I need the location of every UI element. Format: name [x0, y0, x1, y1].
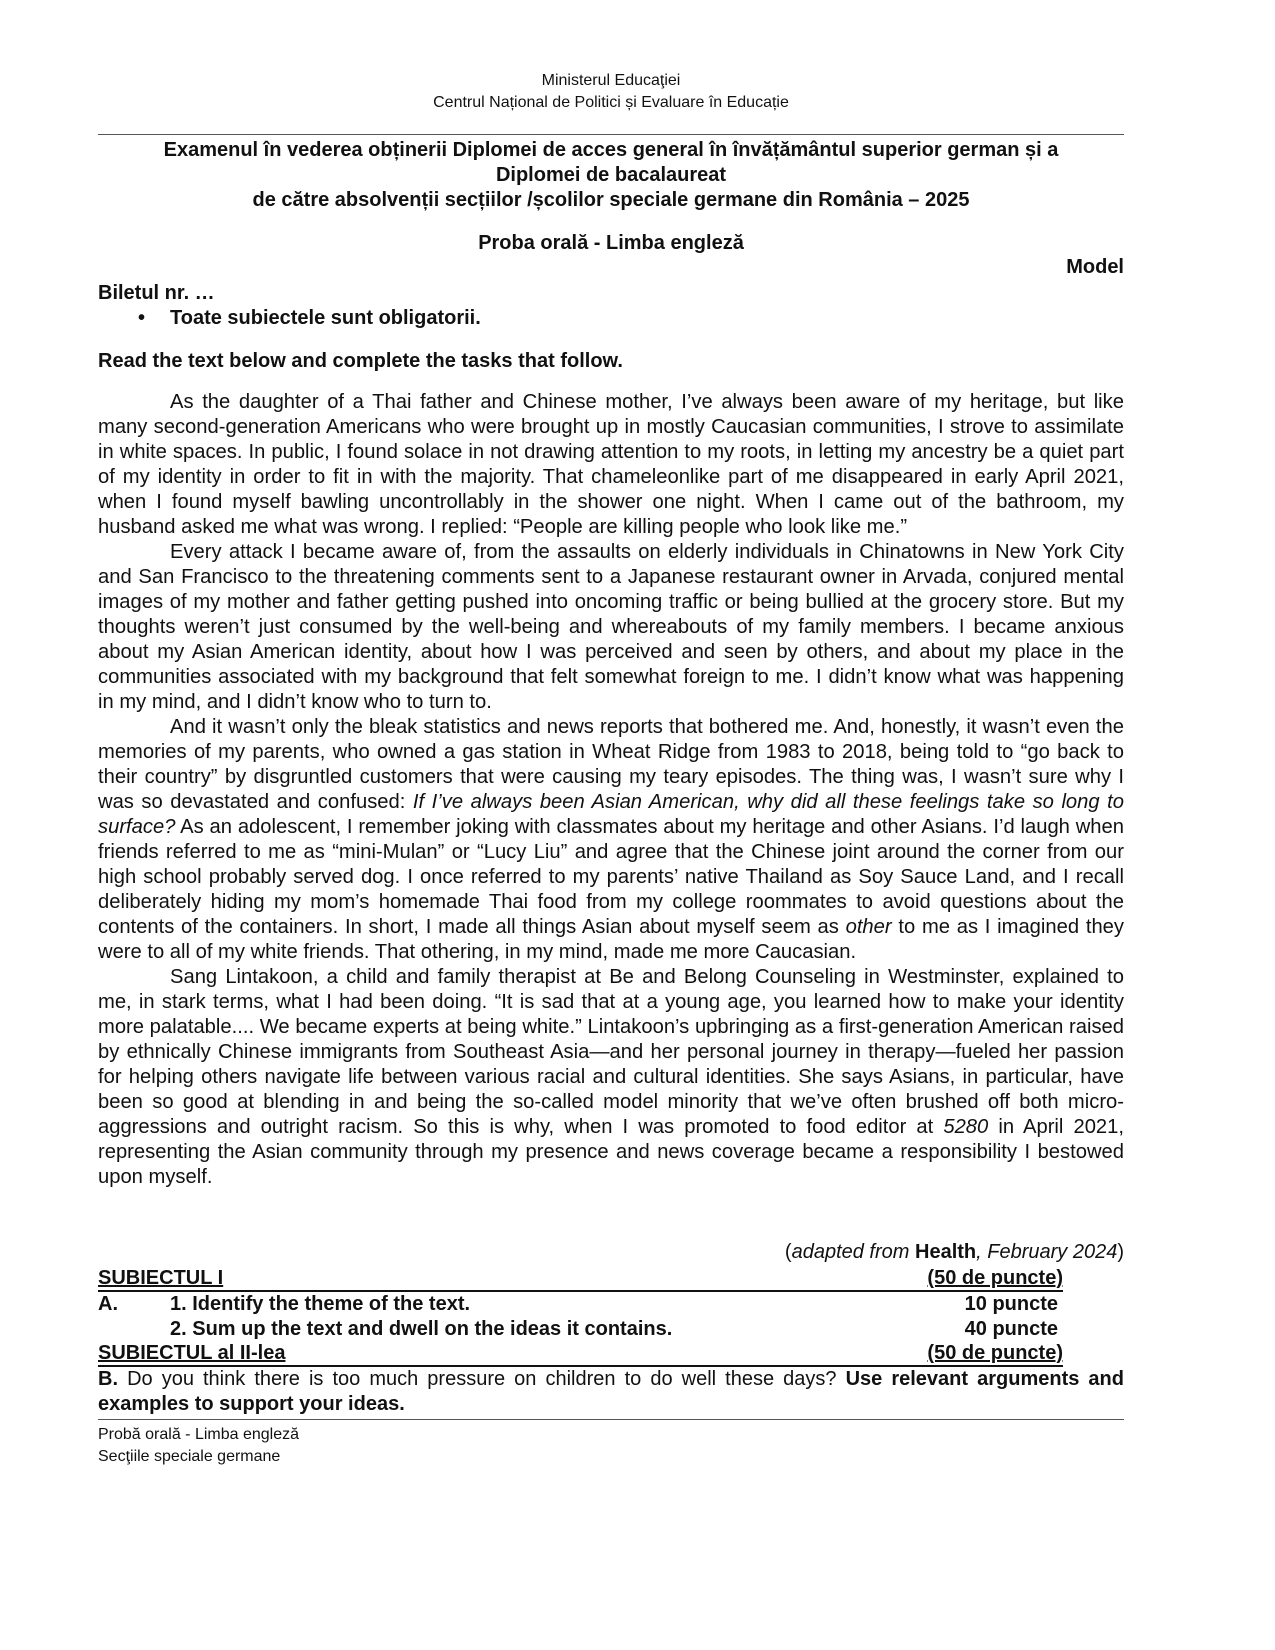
subject-1-points: (50 de puncte): [927, 1267, 1063, 1289]
task-2-points: 40 puncte: [964, 1318, 1058, 1340]
section-a-label: A.: [98, 1293, 118, 1315]
mandatory-note: [138, 307, 481, 330]
header-divider: [98, 134, 1124, 135]
page-footer: [98, 1424, 299, 1468]
task-1: [98, 1292, 1058, 1316]
paragraph-1: As the daughter of a Thai father and Chinese mother, I’ve always been aware of my heritage, but like many second-generation Americans who were brought up in mostly Caucasian communities, I strove to assimilate in white spaces. In public, I found solace in not drawing attention to my roots, in letting my ancestry be a quiet part of my identity in order to fit in with the majority. That chameleonlike part of me disappeared in early April 2021, when I found myself bawling uncontrollably in the shower one night. When I came out of the bathroom, my husband asked me what was wrong. I replied: “People are killing people who look like me.”: [98, 391, 1124, 538]
task-2-text: 2. Sum up the text and dwell on the ideas it contains.: [170, 1318, 673, 1340]
footer-line-1: Probă orală - Limba engleză: [98, 1426, 300, 1443]
task-1-points: 10 puncte: [964, 1293, 1058, 1315]
footer-line-2: Secţiile speciale germane: [98, 1448, 281, 1465]
subject-2-header: [98, 1341, 1063, 1367]
exam-title: [98, 138, 1124, 213]
subject-1-title: SUBIECTUL I: [98, 1267, 224, 1289]
ticket-number: Biletul nr. …: [98, 282, 215, 304]
subject-2-title: SUBIECTUL al II-lea: [98, 1342, 286, 1364]
task-1-text: 1. Identify the theme of the text.: [170, 1293, 471, 1315]
paragraph-3: And it wasn’t only the bleak statistics and news reports that bothered me. And, honestly, it wasn’t even the memories of my parents, who owned a gas station in Wheat Ridge from 1983 to 2018, being told to “go back to their country” by disgruntled customers that were causing my teary episodes. The thing was, I wasn’t sure why I was so devastated and confused: If I’ve always been Asian American, why did all these feelings take so long to surface? As an adolescent, I remember joking with classmates about my heritage and other Asians. I’d laugh when friends referred to me as “mini-Mulan” or “Lucy Liu” and agree that the Chinese joint around the corner from our high school probably served dog. I once referred to my parents’ native Thailand as Soy Sauce Land, and I recall deliberately hiding my mom’s homemade Thai food from my college roommates to avoid questions about the contents of the containers. In short, I made all things Asian about myself seem as other to me as I imagined they were to all of my white friends. That othering, in my mind, made me more Caucasian.: [98, 716, 1124, 963]
footer-divider: [98, 1419, 1124, 1420]
task-2: [98, 1317, 1058, 1341]
model-label: Model: [1066, 256, 1124, 278]
paragraph-4: Sang Lintakoon, a child and family therapist at Be and Belong Counseling in Westminster, explained to me, in stark terms, what I had been doing. “It is sad that at a young age, you learned how to make your identity more palatable.... We became experts at being white.” Lintakoon’s upbringing as a first-generation American raised by ethnically Chinese immigrants from Southeast Asia—and her personal journey in therapy—fueled her passion for helping others navigate life between various racial and cultural identities. She says Asians, in particular, have been so good at blending in and being the so-called model minority that we’ve often brushed off both micro-aggressions and outright racism. So this is why, when I was promoted to food editor at 5280 in April 2021, representing the Asian community through my presence and news coverage became a responsibility I bestowed upon myself.: [98, 966, 1124, 1188]
reading-instruction: Read the text below and complete the tasks that follow.: [98, 350, 623, 372]
paragraph-2: Every attack I became aware of, from the assaults on elderly individuals in Chinatowns in New York City and San Francisco to the threatening comments sent to a Japanese restaurant owner in Arvada, conjured mental images of my mother and father getting pushed into oncoming traffic or being bullied at the grocery store. But my thoughts weren’t just consumed by the well-being and whereabouts of my family members. I became anxious about my Asian American identity, about how I was perceived and seen by others, and about my place in the communities associated with my background that felt somewhat foreign to me. I didn’t know what was happening in my mind, and I didn’t know who to turn to.: [98, 541, 1124, 713]
page-header: [98, 70, 1124, 114]
reading-passage: [98, 390, 1124, 1190]
mandatory-note-text: Toate subiectele sunt obligatorii.: [170, 307, 481, 329]
subject-2-question: B. Do you think there is too much pressure on children to do well these days? Use relevant arguments and examples to support your ideas.: [98, 1368, 1124, 1415]
exam-title-line-2: Diplomei de bacalaureat: [495, 164, 727, 186]
ministry-name: Ministerul Educaţiei: [541, 72, 681, 89]
subject-2-points: (50 de puncte): [927, 1342, 1063, 1364]
exam-title-line-3: de către absolvenții secțiilor /școlilor speciale germane din România – 2025: [252, 189, 970, 211]
exam-title-line-1: Examenul în vederea obținerii Diplomei de acces general în învățământul superior german și a: [163, 139, 1059, 161]
center-name: Centrul Național de Politici și Evaluare în Educație: [433, 94, 789, 111]
subject-1-header: [98, 1266, 1063, 1292]
source-citation: (adapted from Health, February 2024): [784, 1241, 1124, 1263]
bullet-icon: •: [138, 307, 146, 329]
exam-subject-title: Proba orală - Limba engleză: [478, 232, 744, 254]
